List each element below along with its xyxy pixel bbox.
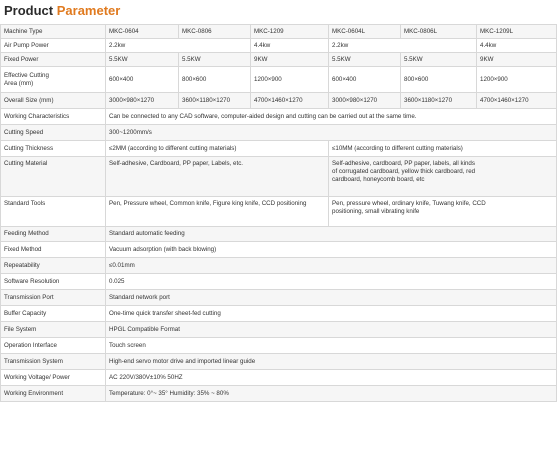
row-label: Standard Tools [1, 197, 106, 227]
table-cell [329, 157, 557, 197]
row-label: Cutting Speed [1, 125, 106, 141]
table-row [1, 93, 557, 109]
table-cell: Standard network port [106, 290, 557, 306]
table-cell: High-end servo motor drive and imported linear guide [106, 354, 557, 370]
table-row [1, 39, 557, 53]
row-label: Working Environment [1, 386, 106, 402]
cell-line: positioning, small vibrating knife [332, 207, 420, 215]
row-label: Fixed Method [1, 242, 106, 258]
table-cell: 4.4kw [251, 39, 329, 53]
table-cell: 4.4kw [477, 39, 557, 53]
table-cell: ≤2MM (according to different cutting materials) [106, 141, 329, 157]
table-cell: MKC-1209 [251, 25, 329, 39]
row-label: Cutting Material [1, 157, 106, 197]
table-cell: 5.5KW [401, 53, 477, 67]
table-cell: 4700×1460×1270 [251, 93, 329, 109]
table-row [1, 25, 557, 39]
table-row [1, 109, 557, 125]
table-cell [329, 197, 557, 227]
table-row [1, 53, 557, 67]
table-cell: 9KW [251, 53, 329, 67]
table-cell: Pen, Pressure wheel, Common knife, Figure king knife, CCD positioning [106, 197, 329, 227]
table-cell: MKC-0806 [179, 25, 251, 39]
table-cell: Vacuum adsorption (with back blowing) [106, 242, 557, 258]
table-row [1, 306, 557, 322]
table-cell: 5.5KW [329, 53, 401, 67]
row-label: Software Resolution [1, 274, 106, 290]
table-cell: MKC-1209L [477, 25, 557, 39]
row-label: Air Pump Power [1, 39, 106, 53]
table-row [1, 67, 557, 93]
table-cell: 5.5KW [179, 53, 251, 67]
row-label: Cutting Thickness [1, 141, 106, 157]
table-row [1, 274, 557, 290]
table-cell: 0.025 [106, 274, 557, 290]
title-product: Product [4, 3, 57, 18]
row-label: File System [1, 322, 106, 338]
row-label: Transmission System [1, 354, 106, 370]
table-cell: MKC-0806L [401, 25, 477, 39]
table-cell: 600×400 [106, 67, 179, 93]
table-cell: AC 220V/380V±10% 50HZ [106, 370, 557, 386]
row-label: Repeatability [1, 258, 106, 274]
table-cell: 2.2kw [106, 39, 251, 53]
cell-line: Pen, pressure wheel, ordinary knife, Tuwang knife, CCD [332, 200, 486, 207]
cell-line: of corrugated cardboard, yellow thick cardboard, red [332, 167, 476, 175]
table-row [1, 370, 557, 386]
row-label: Machine Type [1, 25, 106, 39]
table-cell: 3000×980×1270 [106, 93, 179, 109]
table-cell: 3600×1180×1270 [401, 93, 477, 109]
row-label-line: Area (mm) [4, 79, 34, 87]
row-label: Overall Size (mm) [1, 93, 106, 109]
table-cell: 5.5KW [106, 53, 179, 67]
row-label: Operation Interface [1, 338, 106, 354]
table-cell: 3000×980×1270 [329, 93, 401, 109]
table-row [1, 290, 557, 306]
row-label: Transmission Port [1, 290, 106, 306]
table-cell: Touch screen [106, 338, 557, 354]
page-title [4, 2, 120, 20]
table-cell: Standard automatic feeding [106, 227, 557, 242]
table-cell: 300~1200mm/s [106, 125, 557, 141]
table-cell: One-time quick transfer sheet-fed cutting [106, 306, 557, 322]
table-cell: 2.2kw [329, 39, 477, 53]
table-cell: MKC-0604L [329, 25, 401, 39]
table-cell: ≤10MM (according to different cutting materials) [329, 141, 557, 157]
title-parameter: Parameter [56, 3, 121, 18]
table-cell: 600×400 [329, 67, 401, 93]
table-cell: HPGL Compatible Format [106, 322, 557, 338]
table-cell: 3600×1180×1270 [179, 93, 251, 109]
row-label: Working Voltage/ Power [1, 370, 106, 386]
table-row [1, 125, 557, 141]
table-cell: 4700×1460×1270 [477, 93, 557, 109]
table-row [1, 227, 557, 242]
table-cell: 9KW [477, 53, 557, 67]
table-cell: 800×600 [401, 67, 477, 93]
table-row [1, 258, 557, 274]
row-label-line: Effective Cutting [4, 71, 49, 79]
parameter-table [0, 24, 557, 402]
cell-line: Self-adhesive, cardboard, PP paper, labels, all kinds [332, 160, 475, 167]
table-row [1, 338, 557, 354]
table-row [1, 322, 557, 338]
row-label [1, 67, 106, 93]
table-row [1, 354, 557, 370]
cell-line: cardboard, honeycomb board, etc [332, 175, 425, 183]
table-row [1, 242, 557, 258]
table-row [1, 197, 557, 227]
row-label: Buffer Capacity [1, 306, 106, 322]
table-cell: MKC-0604 [106, 25, 179, 39]
table-cell: Self-adhesive, Cardboard, PP paper, Labels, etc. [106, 157, 329, 197]
table-cell: ≤0.01mm [106, 258, 557, 274]
row-label: Feeding Method [1, 227, 106, 242]
row-label: Working Characteristics [1, 109, 106, 125]
table-row [1, 141, 557, 157]
table-row [1, 157, 557, 197]
table-row [1, 386, 557, 402]
table-cell: 1200×900 [477, 67, 557, 93]
row-label: Fixed Power [1, 53, 106, 67]
table-cell: Temperature: 0°~ 35° Humidity: 35% ~ 80% [106, 386, 557, 402]
table-cell: 1200×900 [251, 67, 329, 93]
table-cell: 800×600 [179, 67, 251, 93]
table-cell: Can be connected to any CAD software, computer-aided design and cutting can be carried out at the same time. [106, 109, 557, 125]
